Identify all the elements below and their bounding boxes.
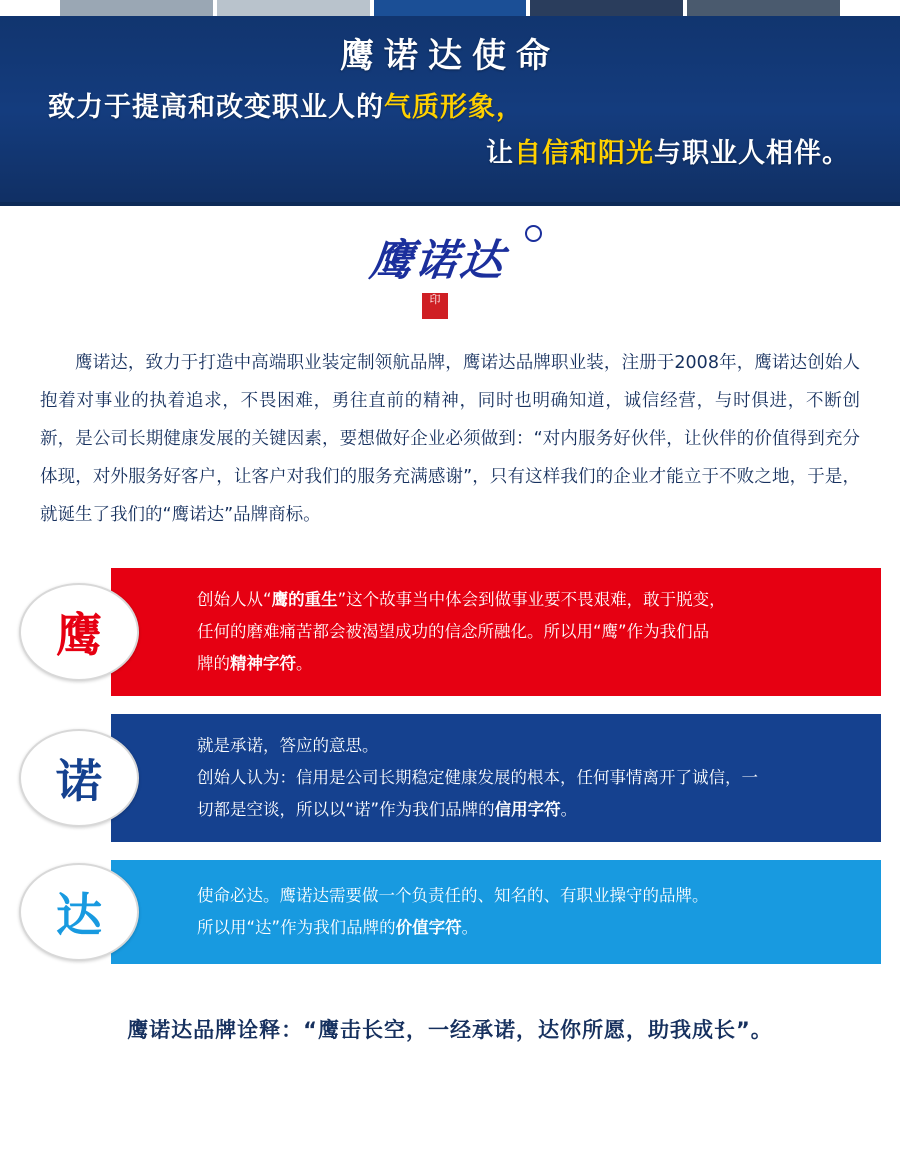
brand-block-ying-line-3 [197, 648, 855, 680]
brand-block-nuo-line-3 [197, 794, 855, 826]
brand-badge-da: 达 [19, 863, 139, 961]
mission-line-2-post: 与职业人相伴。 [654, 138, 850, 168]
brand-block-nuo [19, 714, 881, 842]
brand-badge-nuo: 诺 [19, 729, 139, 827]
mission-line-2-highlight: 自信和阳光 [514, 138, 654, 168]
mission-title: 鹰诺达使命 [340, 37, 560, 75]
logo-text: 鹰诺达 [367, 236, 508, 286]
brand-block-nuo-line-2 [197, 762, 855, 794]
brand-slogan: 鹰诺达品牌诠释：“鹰击长空，一经承诺，达你所愿，助我成长”。 [127, 1018, 773, 1042]
mission-line-1-text: 致力于提高和改变职业人的 [48, 92, 384, 122]
logo-area [0, 206, 900, 336]
photo-strip [0, 0, 900, 16]
photo-thumb-2 [217, 0, 370, 16]
brand-block-da-body [111, 860, 881, 964]
brand-block-ying-text-3: 牌的精神字符。 [197, 654, 313, 673]
brand-logo [350, 223, 550, 319]
brand-block-nuo-body [111, 714, 881, 842]
brand-badge-ying: 鹰 [19, 583, 139, 681]
mission-line-2 [40, 130, 860, 176]
photo-thumb-4 [530, 0, 683, 16]
brand-block-nuo-text-3: 切都是空谈，所以以“诺”作为我们品牌的信用字符。 [197, 800, 578, 819]
brand-block-ying-line-1 [197, 584, 855, 616]
brand-block-ying-body [111, 568, 881, 696]
brand-block-ying [19, 568, 881, 696]
intro-paragraph: 鹰诺达，致力于打造中高端职业装定制领航品牌，鹰诺达品牌职业装，注册于2008年，鹰诺达创始人抱着对事业的执着追求，不畏困难，勇往直前的精神，同时也明确知道，诚信经营，与时俱进，不断创新，是公司长期健康发展的关键因素，要想做好企业必须做到：“对内服务好伙伴，让伙伴的价值得到充分体现，对外服务好客户，让客户对我们的服务充满感谢”，只有这样我们的企业才能立于不败之地，于是，就诞生了我们的“鹰诺达”品牌商标。 [40, 353, 860, 525]
photo-thumb-1 [60, 0, 213, 16]
logo-seal-icon: 印 [422, 293, 448, 319]
mission-banner [0, 16, 900, 206]
mission-line-1-highlight: 气质形象， [384, 92, 524, 122]
photo-thumb-5 [687, 0, 840, 16]
brand-block-nuo-text-2: 创始人认为：信用是公司长期稳定健康发展的根本，任何事情离开了诚信，一 [197, 768, 758, 787]
photo-thumb-3 [374, 0, 527, 16]
brand-block-da [19, 860, 881, 964]
brand-block-da-line-1 [197, 880, 855, 912]
brand-block-ying-text-1: 创始人从“鹰的重生”这个故事当中体会到做事业要不畏艰难，敢于脱变， [197, 590, 726, 609]
logo-circle-icon [525, 225, 542, 242]
brand-block-nuo-line-1 [197, 730, 855, 762]
brand-block-ying-text-2: 任何的磨难痛苦都会被渴望成功的信念所融化。所以用“鹰”作为我们品 [197, 622, 710, 641]
brand-block-ying-line-2 [197, 616, 855, 648]
brand-block-da-text-1: 使命必达。鹰诺达需要做一个负责任的、知名的、有职业操守的品牌。 [197, 886, 709, 905]
brand-block-nuo-text-1: 就是承诺，答应的意思。 [197, 736, 379, 755]
mission-line-2-pre: 让 [486, 138, 514, 168]
brand-block-da-line-2 [197, 912, 855, 944]
mission-line-1 [40, 84, 860, 130]
brand-block-da-text-2: 所以用“达”作为我们品牌的价值字符。 [197, 918, 479, 937]
brand-character-blocks [19, 568, 881, 964]
